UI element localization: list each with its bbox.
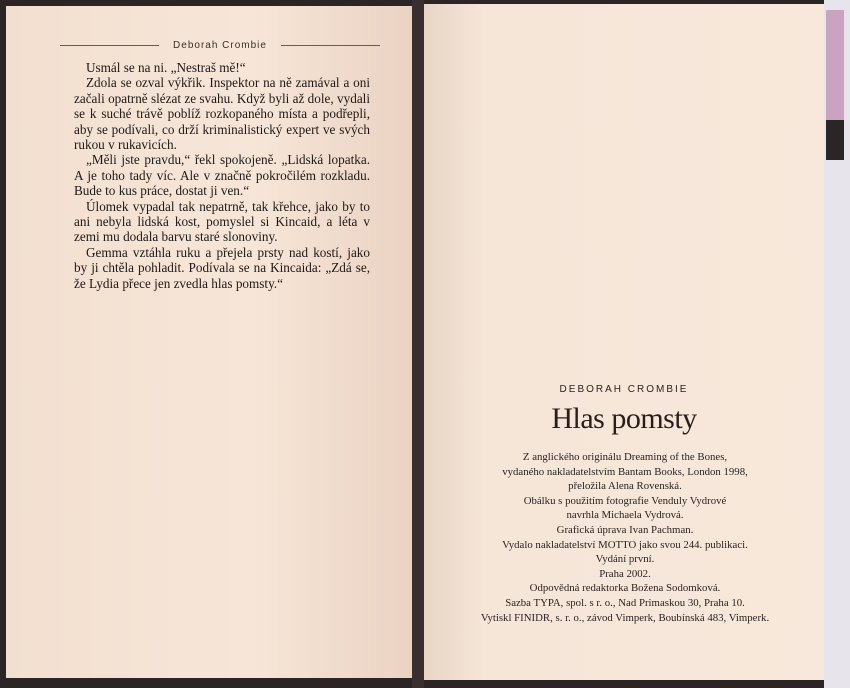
colophon-line: Vydalo nakladatelství MOTTO jako svou 244. publikaci.: [502, 538, 748, 551]
colophon-line: Vytiskl FINIDR, s. r. o., závod Vimperk, Boubínská 483, Vimperk.: [480, 611, 770, 624]
colophon-line: Praha 2002.: [599, 567, 651, 580]
running-head-text: Deborah Crombie: [173, 40, 267, 51]
colophon-line: Sazba TYPA, spol. s r. o., Nad Primaskou 30, Praha 10.: [505, 596, 745, 609]
paragraph: Gemma vztáhla ruku a přejela prsty nad kostí, jako by ji chtěla pohladit. Podívala se na Kincaida: „Zdá se, že Lydia přece jen zvedla hlas pomsty.“: [74, 244, 370, 291]
colophon-line: Obálku s použitím fotografie Venduly Vydrové: [523, 494, 727, 507]
colophon-line: navrhla Michaela Vydrová.: [566, 509, 684, 522]
colophon-line: Odpovědná redaktorka Božena Sodomková.: [529, 582, 721, 595]
colophon-line: Z anglického originálu Dreaming of the Bones,: [522, 451, 728, 463]
cover-edge-dark: [826, 120, 844, 160]
book-gutter: [412, 0, 424, 688]
colophon-line: Grafická úprava Ivan Pachman.: [556, 523, 694, 536]
paragraph: Usmál se na ni. „Nestraš mě!“: [86, 60, 246, 75]
colophon-line: Vydání první.: [595, 553, 655, 566]
body-text: [74, 60, 370, 291]
book-title: Hlas pomsty: [551, 402, 697, 435]
paragraph: „Měli jste pravdu,“ řekl spokojeně. „Lidská lopatka. A je toho tady víc. Ale v značně pokročilém rozkladu. Bude to kus práce, dostat ji ven.“: [74, 152, 370, 199]
colophon-line: přeložila Alena Rovenská.: [568, 480, 682, 493]
colophon-line: vydaného nakladatelstvím Bantam Books, London 1998,: [502, 465, 748, 478]
running-head-rule-right: [281, 45, 380, 46]
colophon: [460, 450, 790, 625]
running-head: [60, 40, 380, 51]
author-name: DEBORAH CROMBIE: [559, 384, 689, 395]
running-head-rule-left: [60, 45, 159, 46]
paragraph: Zdola se ozval výkřik. Inspektor na ně zamával a oni začali opatrně slézat ze svahu. Když byli až dole, vydali se k suché trávě poblíž rozkopaného místa a podřepli, aby se podívali, co drží kriminalistický expert ve svých rukou v rukavicích.: [74, 75, 370, 153]
cover-edge-strip: [826, 10, 844, 120]
paragraph: Úlomek vypadal tak nepatrně, tak křehce, jako by to ani nebyla lidská kost, pomyslel si Kincaid, a léta v zemi mu dodala barvu staré slonoviny.: [74, 198, 370, 245]
